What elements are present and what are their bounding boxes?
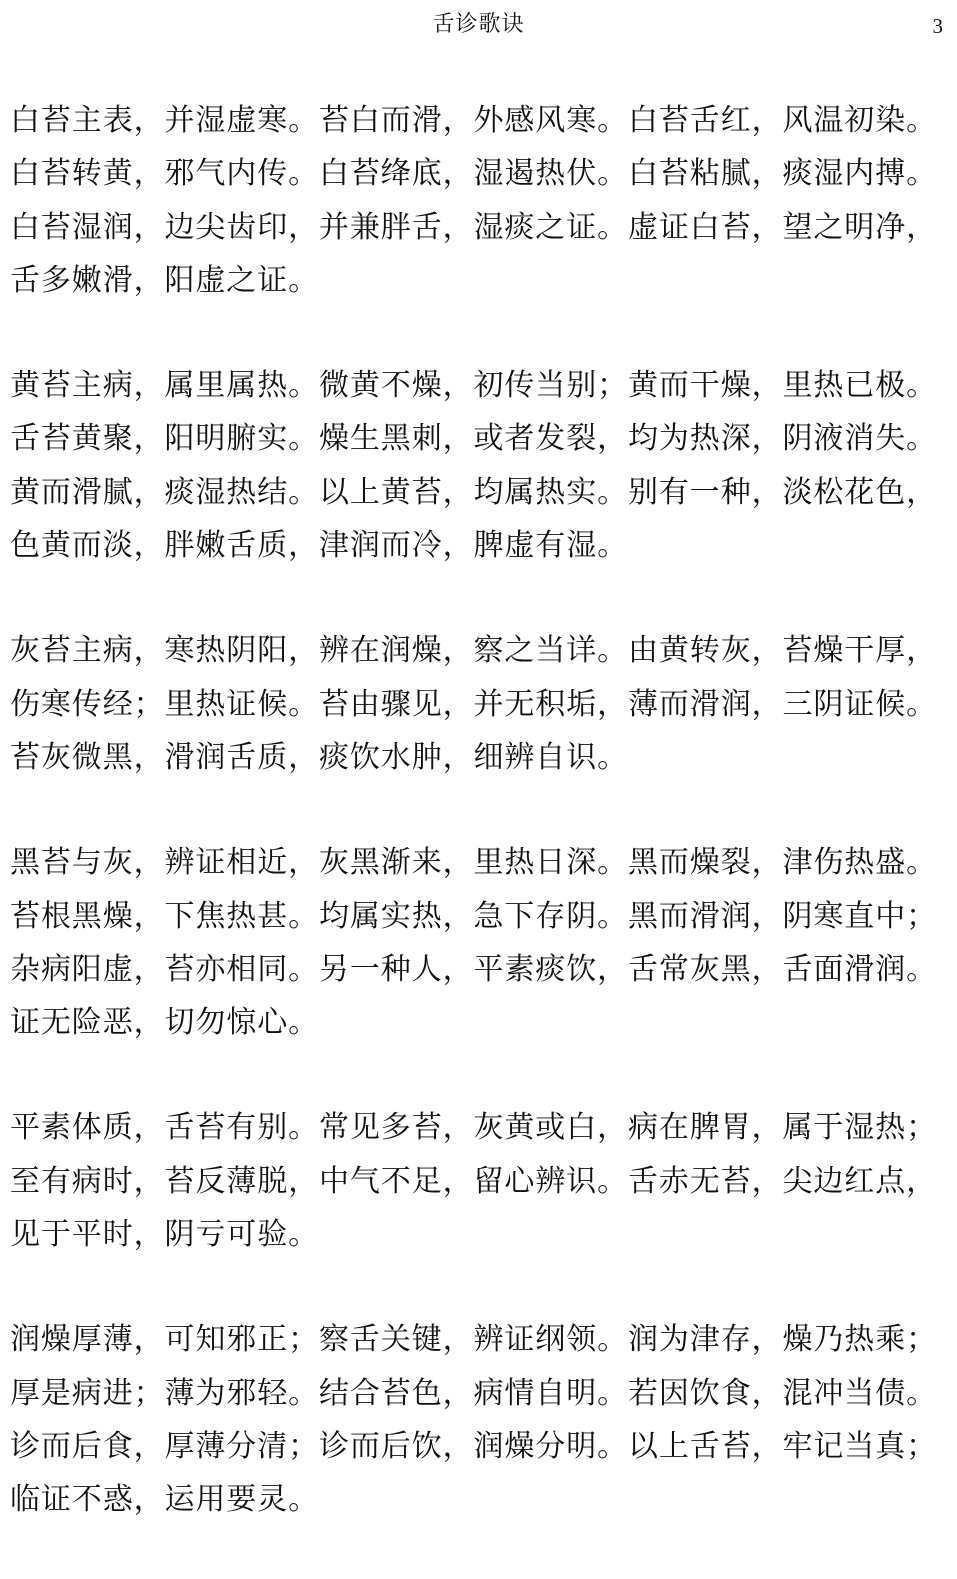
text-line: 见于平时，阴亏可验。 [10,1217,319,1253]
text-line: 白苔转黄，邪气内传。白苔绛底，湿遏热伏。白苔粘腻，痰湿内搏。 [10,156,937,192]
text-line: 苔灰微黑，滑润舌质，痰饮水肿，细辨自识。 [10,739,628,775]
paragraph-black-coating [10,836,950,1049]
text-line: 诊而后食，厚薄分清；诊而后饮，润燥分明。以上舌苔，牢记当真； [10,1428,937,1464]
document-body [10,94,950,1579]
text-line: 平素体质，舌苔有别。常见多苔，灰黄或白，病在脾胃，属于湿热； [10,1110,937,1146]
text-line: 伤寒传经；里热证候。苔由骤见，并无积垢，薄而滑润，三阴证候。 [10,686,937,722]
text-line: 厚是病进；薄为邪轻。结合苔色，病情自明。若因饮食，混冲当债。 [10,1375,937,1411]
text-line: 临证不惑，运用要灵。 [10,1482,319,1518]
text-line: 色黄而淡，胖嫩舌质，津润而冷，脾虚有湿。 [10,528,628,564]
paragraph-constitution [10,1101,950,1261]
text-line: 润燥厚薄，可知邪正；察舌关键，辨证纲领。润为津存，燥乃热乘； [10,1322,937,1358]
text-line: 至有病时，苔反薄脱，中气不足，留心辨识。舌赤无苔，尖边红点， [10,1163,937,1199]
page-header [0,0,957,52]
text-line: 黄而滑腻，痰湿热结。以上黄苔，均属热实。别有一种，淡松花色， [10,474,937,510]
text-line: 灰苔主病，寒热阴阳，辨在润燥，察之当详。由黄转灰，苔燥干厚， [10,633,937,669]
text-line: 白苔主表，并湿虚寒。苔白而滑，外感风寒。白苔舌红，风温初染。 [10,103,937,138]
text-line: 证无险恶，切勿惊心。 [10,1005,319,1041]
text-line: 黑苔与灰，辨证相近，灰黑渐来，里热日深。黑而燥裂，津伤热盛。 [10,845,937,881]
text-line: 杂病阳虚，苔亦相同。另一种人，平素痰饮，舌常灰黑，舌面滑润。 [10,951,937,987]
paragraph-yellow-coating [10,359,950,572]
page-number: 3 [932,14,943,38]
text-line: 舌苔黄聚，阳明腑实。燥生黑刺，或者发裂，均为热深，阴液消失。 [10,421,937,457]
text-line: 白苔湿润，边尖齿印，并兼胖舌，湿痰之证。虚证白苔，望之明净， [10,209,937,245]
page-title: 舌诊歌诀 [432,12,525,37]
text-line: 黄苔主病，属里属热。微黄不燥，初传当别；黄而干燥，里热已极。 [10,368,937,404]
text-line: 舌多嫩滑，阳虚之证。 [10,262,319,298]
paragraph-white-coating [10,94,950,307]
paragraph-moist-dry-thick-thin [10,1313,950,1526]
text-line: 苔根黑燥，下焦热甚。均属实热，急下存阴。黑而滑润，阴寒直中； [10,898,937,934]
paragraph-gray-coating [10,624,950,784]
